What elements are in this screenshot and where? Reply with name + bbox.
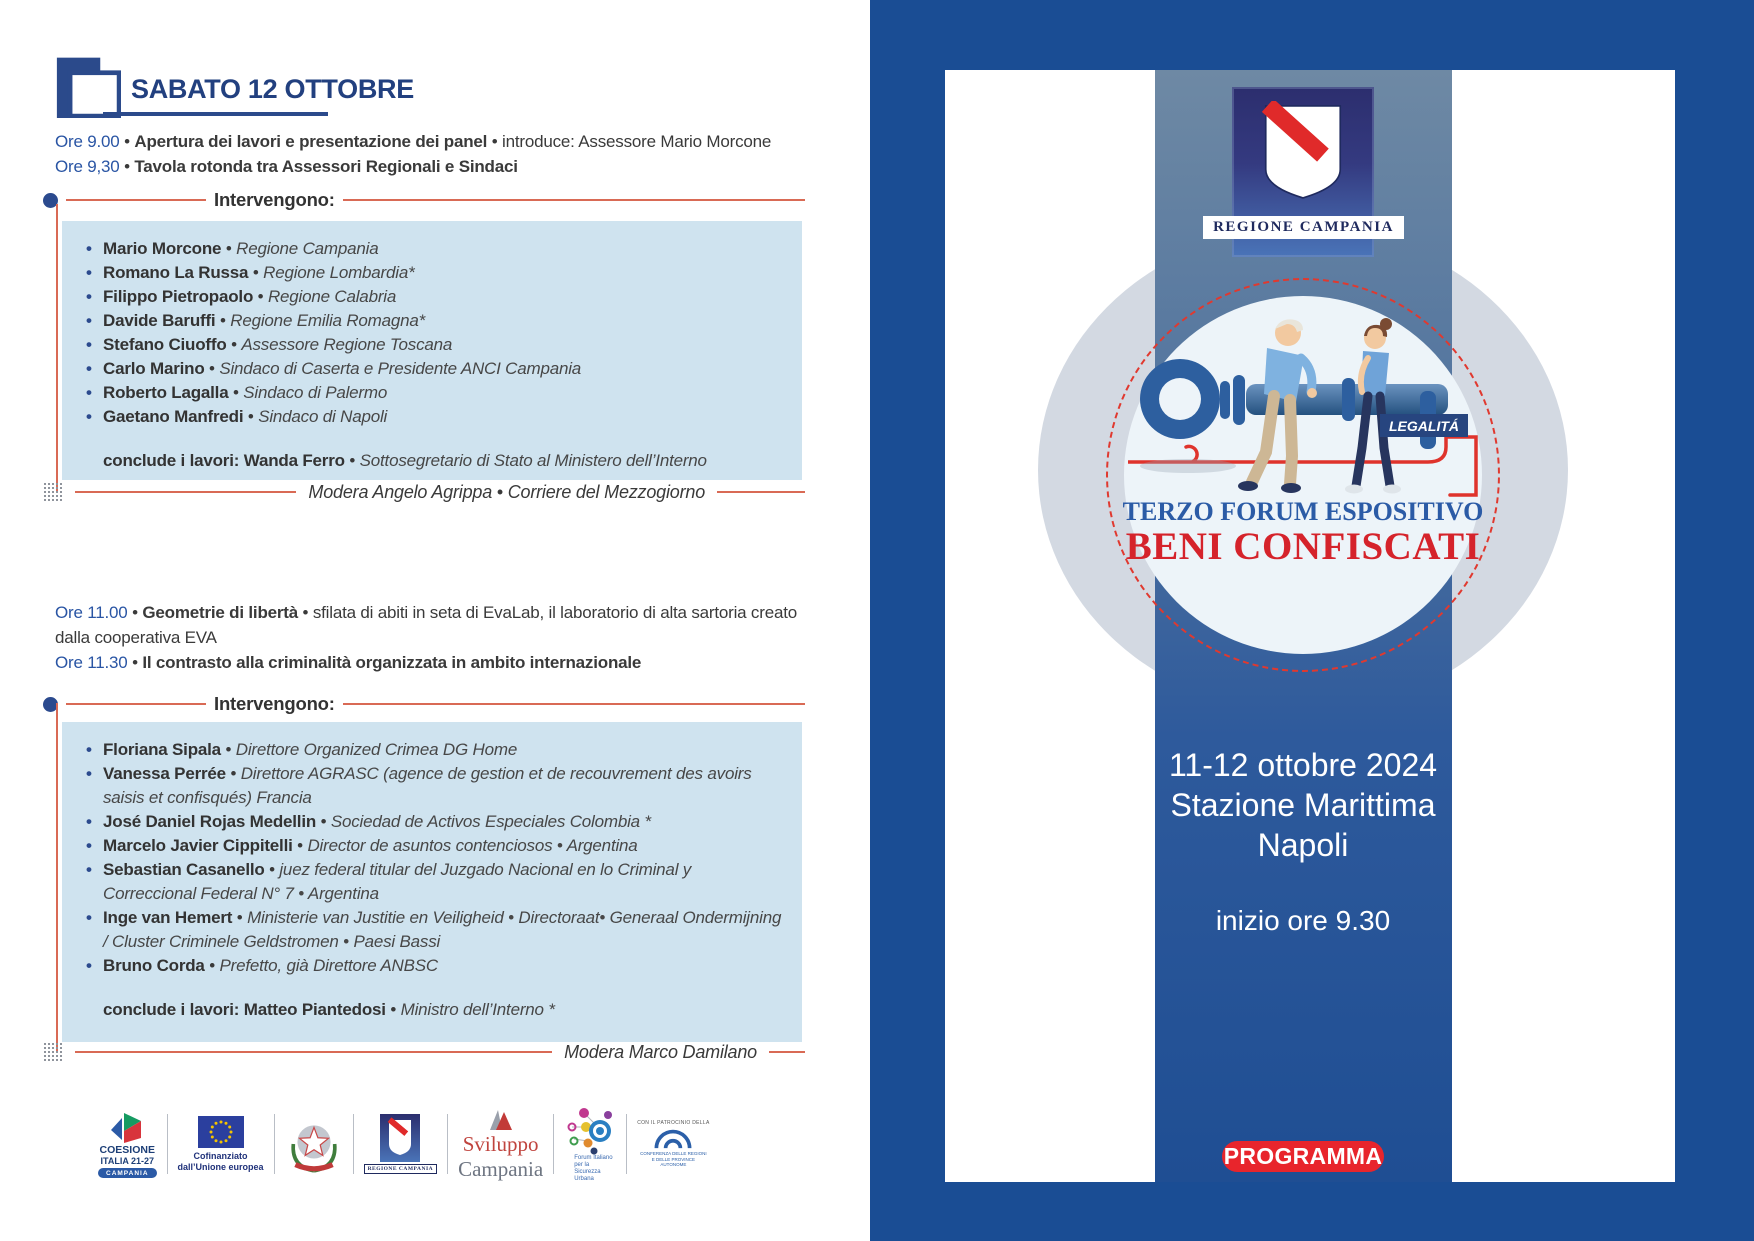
- speaker-name: Roberto Lagalla: [103, 383, 229, 402]
- eu-line1: Cofinanziato: [193, 1150, 248, 1161]
- speakers-section-header: [43, 190, 805, 210]
- program-page: [0, 0, 870, 1241]
- regione-campania-small-label: REGIONE CAMPANIA: [364, 1164, 438, 1174]
- campania-shield-icon: [1257, 101, 1349, 205]
- speaker-item: [86, 237, 782, 261]
- forum-label: Forum Italiano per la Sicurezza Urbana: [574, 1155, 613, 1182]
- speaker-item: [86, 381, 782, 405]
- italian-republic-emblem: [275, 1113, 353, 1175]
- event-detail: sfilata di abiti in seta di EvaLab, il laboratorio di alta sartoria creato dalla cooperativa EVA: [55, 603, 797, 647]
- speaker-item: [86, 333, 782, 357]
- schedule-morning: [55, 129, 807, 179]
- separator-dot: •: [204, 359, 220, 378]
- header-underline: [103, 112, 328, 116]
- speaker-role: Assessore Regione Toscana: [241, 335, 453, 354]
- speaker-item: [86, 762, 782, 810]
- event-venue: Stazione Marittima: [1170, 787, 1436, 823]
- speaker-role: Direttore AGRASC (agence de gestion et de recouvrement des avoirs saisis et confisqués) Francia: [103, 764, 752, 807]
- speaker-name: Mario Morcone: [103, 239, 222, 258]
- divider-line: [66, 703, 206, 705]
- separator-dot: •: [248, 263, 264, 282]
- schedule-entry: [55, 600, 807, 650]
- sviluppo-word2: Campania: [458, 1157, 544, 1181]
- separator-dot: •: [127, 603, 143, 622]
- conclude-line: conclude i lavori: Wanda Ferro • Sottosegretario di Stato al Ministero dell’Interno: [103, 451, 707, 470]
- speaker-role: Ministerie van Justitie en Veiligheid • Directoraat• Generaal Ondermijning / Cluster Criminele Geldstromen • Paesi Bassi: [103, 908, 782, 951]
- speaker-role: Sociedad de Activos Especiales Colombia *: [330, 812, 651, 831]
- separator-dot: •: [243, 407, 259, 426]
- separator-dot: •: [298, 603, 313, 622]
- speaker-name: Gaetano Manfredi: [103, 407, 244, 426]
- eu-line2: dall’Unione europea: [177, 1161, 264, 1172]
- event-topic: Tavola rotonda tra Assessori Regionali e Sindaci: [134, 157, 518, 176]
- speaker-role: Regione Emilia Romagna*: [230, 311, 426, 330]
- moderator-label: Modera Marco Damilano: [564, 1041, 757, 1062]
- regione-campania-label-row: [1155, 216, 1452, 239]
- patrocinio-bottom-label: CONFERENZA DELLE REGIONI E DELLE PROVINCE AUTONOME: [640, 1151, 707, 1168]
- programma-button[interactable]: PROGRAMMA: [1222, 1141, 1384, 1172]
- event-topic: Geometrie di libertà: [142, 603, 299, 622]
- separator-dot: •: [225, 764, 241, 783]
- speakers-section-header: [43, 694, 805, 714]
- section-vertical-line: [56, 204, 58, 492]
- regione-campania-small-logo: [354, 1114, 448, 1174]
- speaker-name: Bruno Corda: [103, 956, 205, 975]
- event-city: Napoli: [1257, 827, 1349, 863]
- separator-dot: •: [292, 836, 308, 855]
- conclude-role: Sottosegretario di Stato al Ministero dell’Interno: [359, 451, 707, 470]
- coesione-badge: CAMPANIA: [98, 1168, 157, 1178]
- speaker-role: Director de asuntos contenciosos • Argentina: [307, 836, 638, 855]
- speaker-item: [86, 405, 782, 429]
- speaker-name: Vanessa Perrée: [103, 764, 226, 783]
- separator-dot: •: [264, 860, 280, 879]
- patrocinio-conferenza-logo: [627, 1120, 719, 1168]
- coesione-line1: COESIONE: [99, 1144, 155, 1156]
- divider-line: [66, 199, 206, 201]
- speakers-box-2: [62, 722, 802, 1042]
- event-info: [1103, 745, 1503, 865]
- moderator-row-2: [43, 1041, 805, 1063]
- conclude-line: conclude i lavori: Matteo Piantedosi • Ministro dell’Interno *: [103, 1000, 555, 1019]
- time-label: Ore 11.30: [55, 653, 128, 672]
- conclude-name: conclude i lavori: Wanda Ferro: [103, 451, 345, 470]
- key-shadow: [1140, 459, 1236, 473]
- dot-grid-icon: [43, 482, 63, 502]
- speaker-name: José Daniel Rojas Medellin: [103, 812, 317, 831]
- dot-grid-icon: [43, 1042, 63, 1062]
- speaker-name: Romano La Russa: [103, 263, 249, 282]
- speakers-label: Intervengono:: [214, 693, 335, 714]
- speaker-item: [86, 954, 782, 978]
- moderator-row-1: [43, 481, 805, 503]
- eu-flag-icon: [198, 1116, 244, 1148]
- speaker-item: [86, 261, 782, 285]
- speakers-label: Intervengono:: [214, 189, 335, 210]
- separator-dot: •: [221, 239, 237, 258]
- event-date: 11-12 ottobre 2024: [1168, 747, 1438, 783]
- eu-cofinanced-logo: [168, 1116, 274, 1173]
- separator-dot: •: [228, 383, 244, 402]
- separator-dot: •: [127, 653, 143, 672]
- forum-dots-icon: [564, 1105, 616, 1155]
- speaker-item: [86, 810, 782, 834]
- conference-arches-icon: [651, 1126, 695, 1150]
- speaker-role: Sindaco di Palermo: [243, 383, 388, 402]
- divider-line: [343, 199, 805, 201]
- speaker-role: Regione Calabria: [267, 287, 397, 306]
- speaker-role: Direttore Organized Crimea DG Home: [235, 740, 518, 759]
- day-header: [55, 52, 414, 118]
- divider-line: [75, 491, 296, 493]
- republic-emblem-icon: [285, 1113, 343, 1175]
- forum-sicurezza-urbana-logo: [554, 1105, 626, 1183]
- separator-dot: •: [119, 157, 135, 176]
- separator-dot: •: [232, 908, 248, 927]
- speaker-name: Filippo Pietropaolo: [103, 287, 254, 306]
- schedule-late-morning: [55, 600, 807, 675]
- speaker-item: [86, 309, 782, 333]
- event-topic: Apertura dei lavori e presentazione dei panel: [134, 132, 488, 151]
- forum-title-line1: TERZO FORUM ESPOSITIVO: [1122, 497, 1484, 526]
- separator-dot: •: [226, 335, 242, 354]
- speaker-name: Sebastian Casanello: [103, 860, 265, 879]
- regione-campania-label: REGIONE CAMPANIA: [1203, 216, 1404, 239]
- coesione-icon: [108, 1110, 146, 1144]
- speaker-item: [86, 906, 782, 954]
- coesione-line2: ITALIA 21-27: [100, 1156, 155, 1166]
- sviluppo-word1: Sviluppo: [462, 1132, 539, 1156]
- speaker-role: Regione Lombardia*: [263, 263, 415, 282]
- divider-line: [343, 703, 805, 705]
- speaker-role: Sindaco di Napoli: [258, 407, 388, 426]
- speaker-role: Sindaco di Caserta e Presidente ANCI Campania: [219, 359, 582, 378]
- divider-line: [769, 1051, 805, 1053]
- speaker-role: juez federal titular del Juzgado Nacional en lo Criminal y Correccional Federal N° 7 • Argentina: [103, 860, 692, 903]
- separator-dot: •: [316, 812, 331, 831]
- patrocinio-top-label: CON IL PATROCINIO DELLA: [637, 1120, 710, 1127]
- day-title: SABATO 12 OTTOBRE: [131, 74, 414, 104]
- schedule-entry: [55, 154, 807, 179]
- legalita-label: LEGALITÁ: [1389, 418, 1459, 434]
- partner-logos-row: [88, 1100, 748, 1188]
- section-vertical-line: [56, 703, 58, 1051]
- conclude-role: Ministro dell’Interno *: [400, 1000, 555, 1019]
- speaker-name: Floriana Sipala: [103, 740, 221, 759]
- sviluppo-mark-icon: [488, 1106, 514, 1132]
- event-topic: Il contrasto alla criminalità organizzata in ambito internazionale: [142, 653, 642, 672]
- speaker-name: Inge van Hemert: [103, 908, 233, 927]
- time-label: Ore 11.00: [55, 603, 128, 622]
- time-label: Ore 9.00: [55, 132, 120, 151]
- separator-dot: •: [119, 132, 135, 151]
- schedule-entry: [55, 129, 807, 154]
- speaker-role: Regione Campania: [236, 239, 379, 258]
- separator-dot: •: [253, 287, 268, 306]
- speaker-role: Prefetto, già Direttore ANBSC: [219, 956, 438, 975]
- separator-dot: •: [487, 132, 503, 151]
- schedule-entry: [55, 650, 807, 675]
- coesione-italia-logo: [88, 1110, 167, 1178]
- campania-shield-small-icon: [380, 1114, 420, 1162]
- speaker-name: Davide Baruffi: [103, 311, 216, 330]
- cover-page: [870, 0, 1754, 1241]
- divider-line: [717, 491, 805, 493]
- speaker-name: Stefano Ciuoffo: [103, 335, 227, 354]
- speaker-name: Carlo Marino: [103, 359, 205, 378]
- conclude-name: conclude i lavori: Matteo Piantedosi: [103, 1000, 386, 1019]
- event-start-time: inizio ore 9.30: [1215, 905, 1391, 936]
- speaker-item: [86, 858, 782, 906]
- sviluppo-campania-logo: [448, 1106, 553, 1182]
- speaker-item: [86, 834, 782, 858]
- forum-title-line2: BENI CONFISCATI: [1125, 525, 1481, 568]
- speaker-name: Marcelo Javier Cippitelli: [103, 836, 293, 855]
- time-label: Ore 9,30: [55, 157, 120, 176]
- speaker-item: [86, 738, 782, 762]
- event-detail: introduce: Assessore Mario Morcone: [502, 132, 772, 151]
- moderator-label: Modera Angelo Agrippa • Corriere del Mezzogiorno: [308, 481, 705, 502]
- separator-dot: •: [204, 956, 220, 975]
- speaker-item: [86, 357, 782, 381]
- speakers-box-1: [62, 221, 802, 480]
- separator-dot: •: [220, 740, 236, 759]
- divider-line: [75, 1051, 552, 1053]
- corner-bracket-icon: [55, 52, 121, 118]
- separator-dot: •: [215, 311, 231, 330]
- speaker-item: [86, 285, 782, 309]
